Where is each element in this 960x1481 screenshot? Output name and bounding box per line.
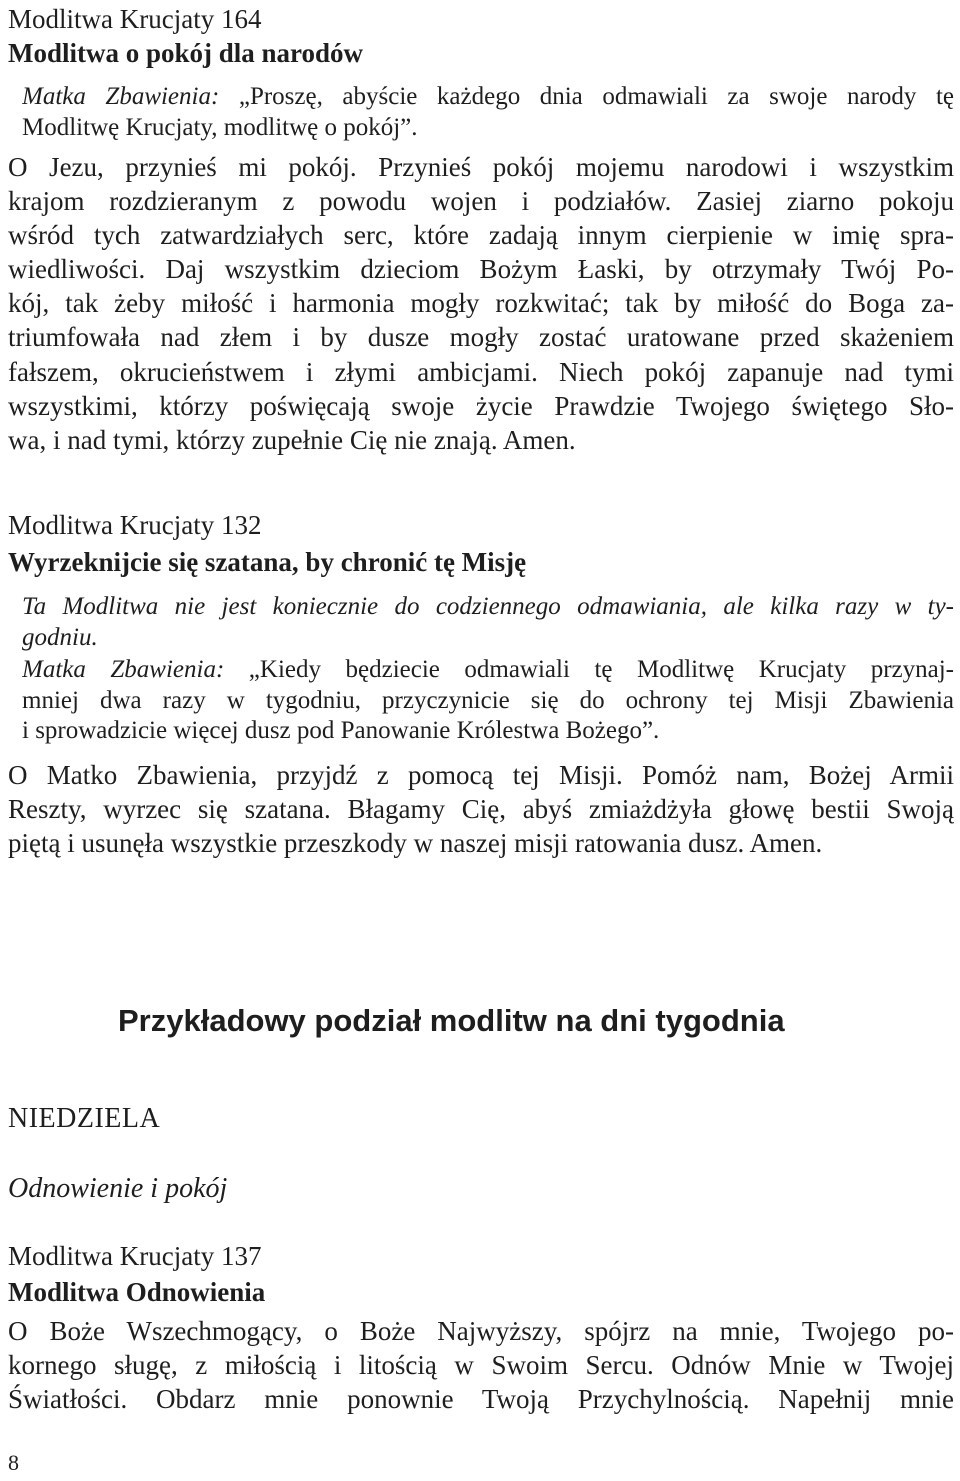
body-line: Reszty, wyrzec się szatana. Błagamy Cię, abyś zmiażdżyła głowę bestii Swoją: [8, 794, 954, 825]
note-line: Ta Modlitwa nie jest koniecznie do codziennego odmawiania, ale kilka razy w ty-: [22, 593, 954, 620]
body-line: O Jezu, przynieś mi pokój. Przynieś pokój mojemu narodowi i wszystkim: [8, 152, 954, 182]
prayer-132-note: [22, 592, 954, 653]
body-line: Światłości. Obdarz mnie ponownie Twoją Przychylnością. Napełnij mnie: [8, 1384, 954, 1415]
intro-text: „Kiedy będziecie odmawiali tę Modlitwę Krucjaty przynaj-: [224, 656, 954, 683]
body-line: wa, i nad tymi, którzy zupełnie Cię nie znają. Amen.: [8, 424, 576, 455]
intro-line: [22, 655, 954, 686]
body-line: fałszem, okrucieństwem i złymi ambicjami. Niech pokój zapanuje nad tymi: [8, 356, 954, 387]
body-line: wiedliwości. Daj wszystkim dzieciom Bożym Łaski, by otrzymały Twój Po-: [8, 254, 954, 285]
prayer-137-body: [8, 1314, 954, 1416]
prayer-164-number: Modlitwa Krucjaty 164: [8, 4, 262, 34]
prayer-137-number: Modlitwa Krucjaty 137: [8, 1241, 262, 1271]
note-line: godniu.: [22, 623, 98, 651]
prayer-132-intro: [22, 655, 954, 747]
prayer-137-title: Modlitwa Odnowienia: [8, 1277, 266, 1307]
body-line: kornego sługę, z miłością i litością w Swoim Sercu. Odnów Mnie w Twojej: [8, 1350, 954, 1381]
prayer-164-body: [8, 150, 954, 457]
intro-text: „Proszę, abyście każdego dnia odmawiali za swoje narody tę: [219, 83, 954, 110]
intro-line: i sprowadzicie więcej dusz pod Panowanie Królestwa Bożego”.: [22, 717, 660, 744]
intro-line: mniej dwa razy w tygodniu, przyczynicie się do ochrony tej Misji Zbawienia: [22, 686, 954, 714]
speaker-label: Matka Zbawienia:: [22, 83, 220, 110]
body-line: wśród tych zatwardziałych serc, które zadają innym cierpienie w imię spra-: [8, 220, 954, 251]
body-line: krajom rozdzieranym z powodu wojen i podziałów. Zasiej ziarno pokoju: [8, 186, 954, 217]
day-heading: NIEDZIELA: [8, 1103, 161, 1134]
prayer-164-intro-line: Modlitwę Krucjaty, modlitwę o pokój”.: [22, 113, 418, 141]
body-line: triumfowała nad złem i by dusze mogły zostać uratowane przed skażeniem: [8, 322, 954, 353]
prayer-164-intro-line: [22, 82, 954, 113]
body-line: O Boże Wszechmogący, o Boże Najwyższy, spójrz na mnie, Twojego po-: [8, 1316, 954, 1346]
prayer-132-body: [8, 758, 954, 860]
speaker-label: Matka Zbawienia:: [22, 656, 225, 683]
day-theme: Odnowienie i pokój: [8, 1173, 228, 1204]
schedule-heading: Przykładowy podział modlitw na dni tygodnia: [118, 1003, 785, 1038]
prayer-132-title: Wyrzeknijcie się szatana, by chronić tę Misję: [8, 547, 527, 577]
body-line: piętą i usunęła wszystkie przeszkody w naszej misji ratowania dusz. Amen.: [8, 828, 823, 859]
body-line: wszystkimi, którzy poświęcają swoje życie Prawdzie Twojego świętego Sło-: [8, 390, 954, 421]
prayer-164-title: Modlitwa o pokój dla narodów: [8, 38, 364, 68]
prayer-132-number: Modlitwa Krucjaty 132: [8, 510, 262, 540]
page-number: 8: [8, 1450, 19, 1475]
body-line: O Matko Zbawienia, przyjdź z pomocą tej Misji. Pomóż nam, Bożej Armii: [8, 760, 954, 790]
prayer-164-intro: [22, 82, 954, 143]
body-line: kój, tak żeby miłość i harmonia mogły rozkwitać; tak by miłość do Boga za-: [8, 288, 954, 319]
